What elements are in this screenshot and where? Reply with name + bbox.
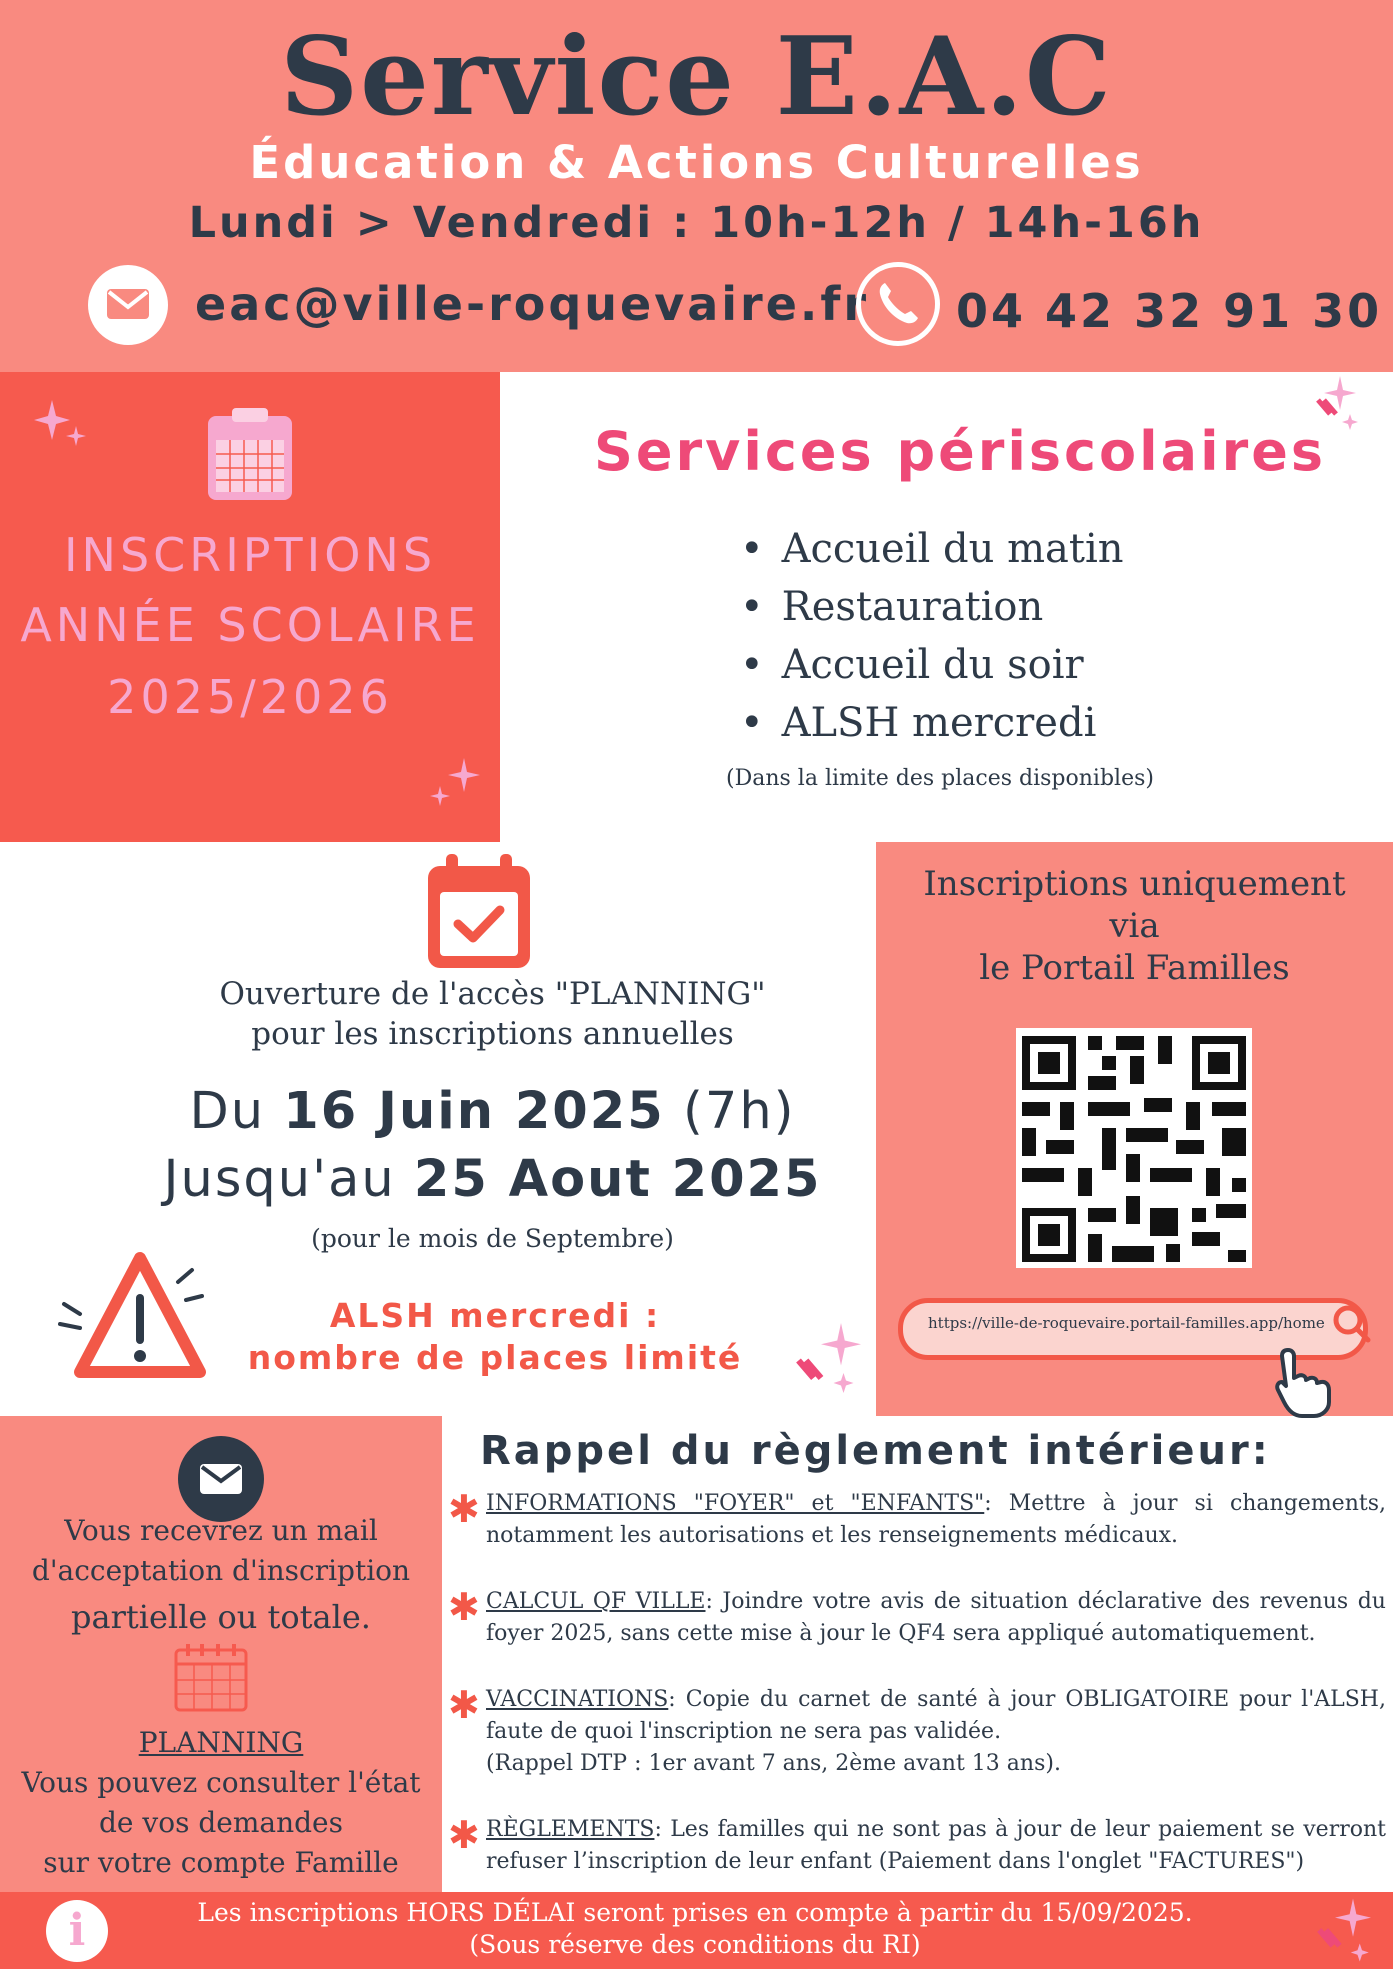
asterisk-icon: ✱ [448, 1813, 480, 1857]
rule-text: : Mettre à jour si changements, notamment les autorisations et les renseignements médicaux. [486, 1491, 1386, 1548]
portal-title-line1: Inscriptions uniquement [923, 864, 1346, 904]
planning-calendar-icon [172, 1642, 250, 1714]
asterisk-icon: ✱ [448, 1487, 480, 1531]
sparkle-icon [786, 1318, 866, 1398]
warning-icon [50, 1244, 210, 1394]
rule-item [486, 1586, 1386, 1650]
rules-title: Rappel du règlement intérieur: [480, 1428, 1271, 1474]
rule-label: VACCINATIONS [486, 1687, 669, 1712]
list-item: • ALSH mercredi [740, 700, 1096, 746]
rule-label: INFORMATIONS "FOYER" et "ENFANTS" [486, 1491, 985, 1516]
calendar-check-icon [424, 852, 534, 972]
september-note: (pour le mois de Septembre) [311, 1224, 674, 1253]
mail-icon [88, 265, 168, 345]
start-date-value: 16 Juin 2025 [283, 1082, 665, 1141]
inscriptions-title-line2: ANNÉE SCOLAIRE [20, 598, 480, 652]
alsh-warning-line2: nombre de places limité [247, 1338, 743, 1377]
rule-item [486, 1684, 1386, 1780]
alsh-warning-line1: ALSH mercredi : [329, 1296, 661, 1335]
asterisk-icon: ✱ [448, 1585, 480, 1629]
page-subtitle: Éducation & Actions Culturelles [249, 136, 1144, 189]
asterisk-icon: ✱ [448, 1683, 480, 1727]
end-date-value: 25 Aout 2025 [413, 1150, 822, 1209]
rule-label: CALCUL QF VILLE [486, 1589, 706, 1614]
planning-line1: Vous pouvez consulter l'état [21, 1766, 421, 1799]
qr-code[interactable] [1016, 1028, 1252, 1268]
contact-email-link[interactable]: eac@ville-roquevaire.fr [195, 277, 870, 331]
acceptance-line3: partielle ou totale. [71, 1598, 371, 1636]
inscriptions-title-line1: INSCRIPTIONS [63, 528, 437, 582]
rule-label: RÈGLEMENTS [486, 1817, 655, 1842]
sparkle-icon [1308, 1894, 1380, 1966]
sparkle-icon [424, 752, 488, 816]
end-date-prefix: Jusqu'au [163, 1150, 414, 1209]
rule-text: : Joindre votre avis de situation déclarative des revenus du foyer 2025, sans cette mise à jour le QF4 sera appliqué automatiquement. [486, 1589, 1386, 1646]
list-item: • Accueil du matin [740, 526, 1124, 572]
footer-line2: (Sous réserve des conditions du RI) [469, 1930, 921, 1959]
calendar-icon [202, 406, 298, 506]
footer-line1: Les inscriptions HORS DÉLAI seront prises en compte à partir du 15/09/2025. [197, 1898, 1193, 1927]
planning-opening-line1: Ouverture de l'accès "PLANNING" [219, 976, 766, 1012]
start-date-time: (7h) [664, 1082, 796, 1141]
periscolaire-title: Services périscolaires [594, 420, 1326, 483]
acceptance-line1: Vous recevrez un mail [64, 1514, 378, 1547]
rule-extra: (Rappel DTP : 1er avant 7 ans, 2ème avant 13 ans). [486, 1751, 1061, 1776]
rule-item [486, 1814, 1386, 1878]
list-item: • Restauration [740, 584, 1043, 630]
list-item: • Accueil du soir [740, 642, 1084, 688]
opening-hours: Lundi > Vendredi : 10h-12h / 14h-16h [188, 198, 1205, 248]
inscriptions-title-line3: 2025/2026 [107, 670, 393, 724]
info-icon-letter: i [68, 1905, 86, 1956]
phone-icon [856, 262, 940, 346]
rule-item [486, 1488, 1386, 1552]
planning-line3: sur votre compte Famille [43, 1846, 399, 1879]
search-icon[interactable] [1328, 1300, 1372, 1344]
pointer-hand-icon [1272, 1346, 1336, 1418]
portal-url[interactable]: https://ville-de-roquevaire.portail-familles.app/home [928, 1314, 1325, 1332]
contact-phone[interactable]: 04 42 32 91 30 [956, 284, 1383, 338]
rule-text: : Copie du carnet de santé à jour OBLIGATOIRE pour l'ALSH, faute de quoi l'inscription ne sera pas validée. [486, 1687, 1386, 1744]
portal-title-line2: via [1109, 906, 1160, 946]
rule-text: : Les familles qui ne sont pas à jour de leur paiement se verront refuser l’inscription de leur enfant (Paiement dans l'onglet "FACTURES") [486, 1817, 1386, 1874]
end-date [120, 1150, 865, 1209]
envelope-icon [178, 1436, 264, 1522]
planning-label: PLANNING [138, 1726, 304, 1759]
acceptance-line2: d'acceptation d'inscription [31, 1554, 411, 1587]
planning-opening-line2: pour les inscriptions annuelles [251, 1016, 734, 1052]
availability-note: (Dans la limite des places disponibles) [726, 766, 1154, 791]
sparkle-icon [30, 392, 94, 456]
page-title: Service E.A.C [280, 14, 1113, 140]
start-date-prefix: Du [189, 1082, 284, 1141]
portal-title-line3: le Portail Familles [979, 948, 1290, 988]
planning-line2: de vos demandes [99, 1806, 343, 1839]
start-date [120, 1082, 865, 1141]
